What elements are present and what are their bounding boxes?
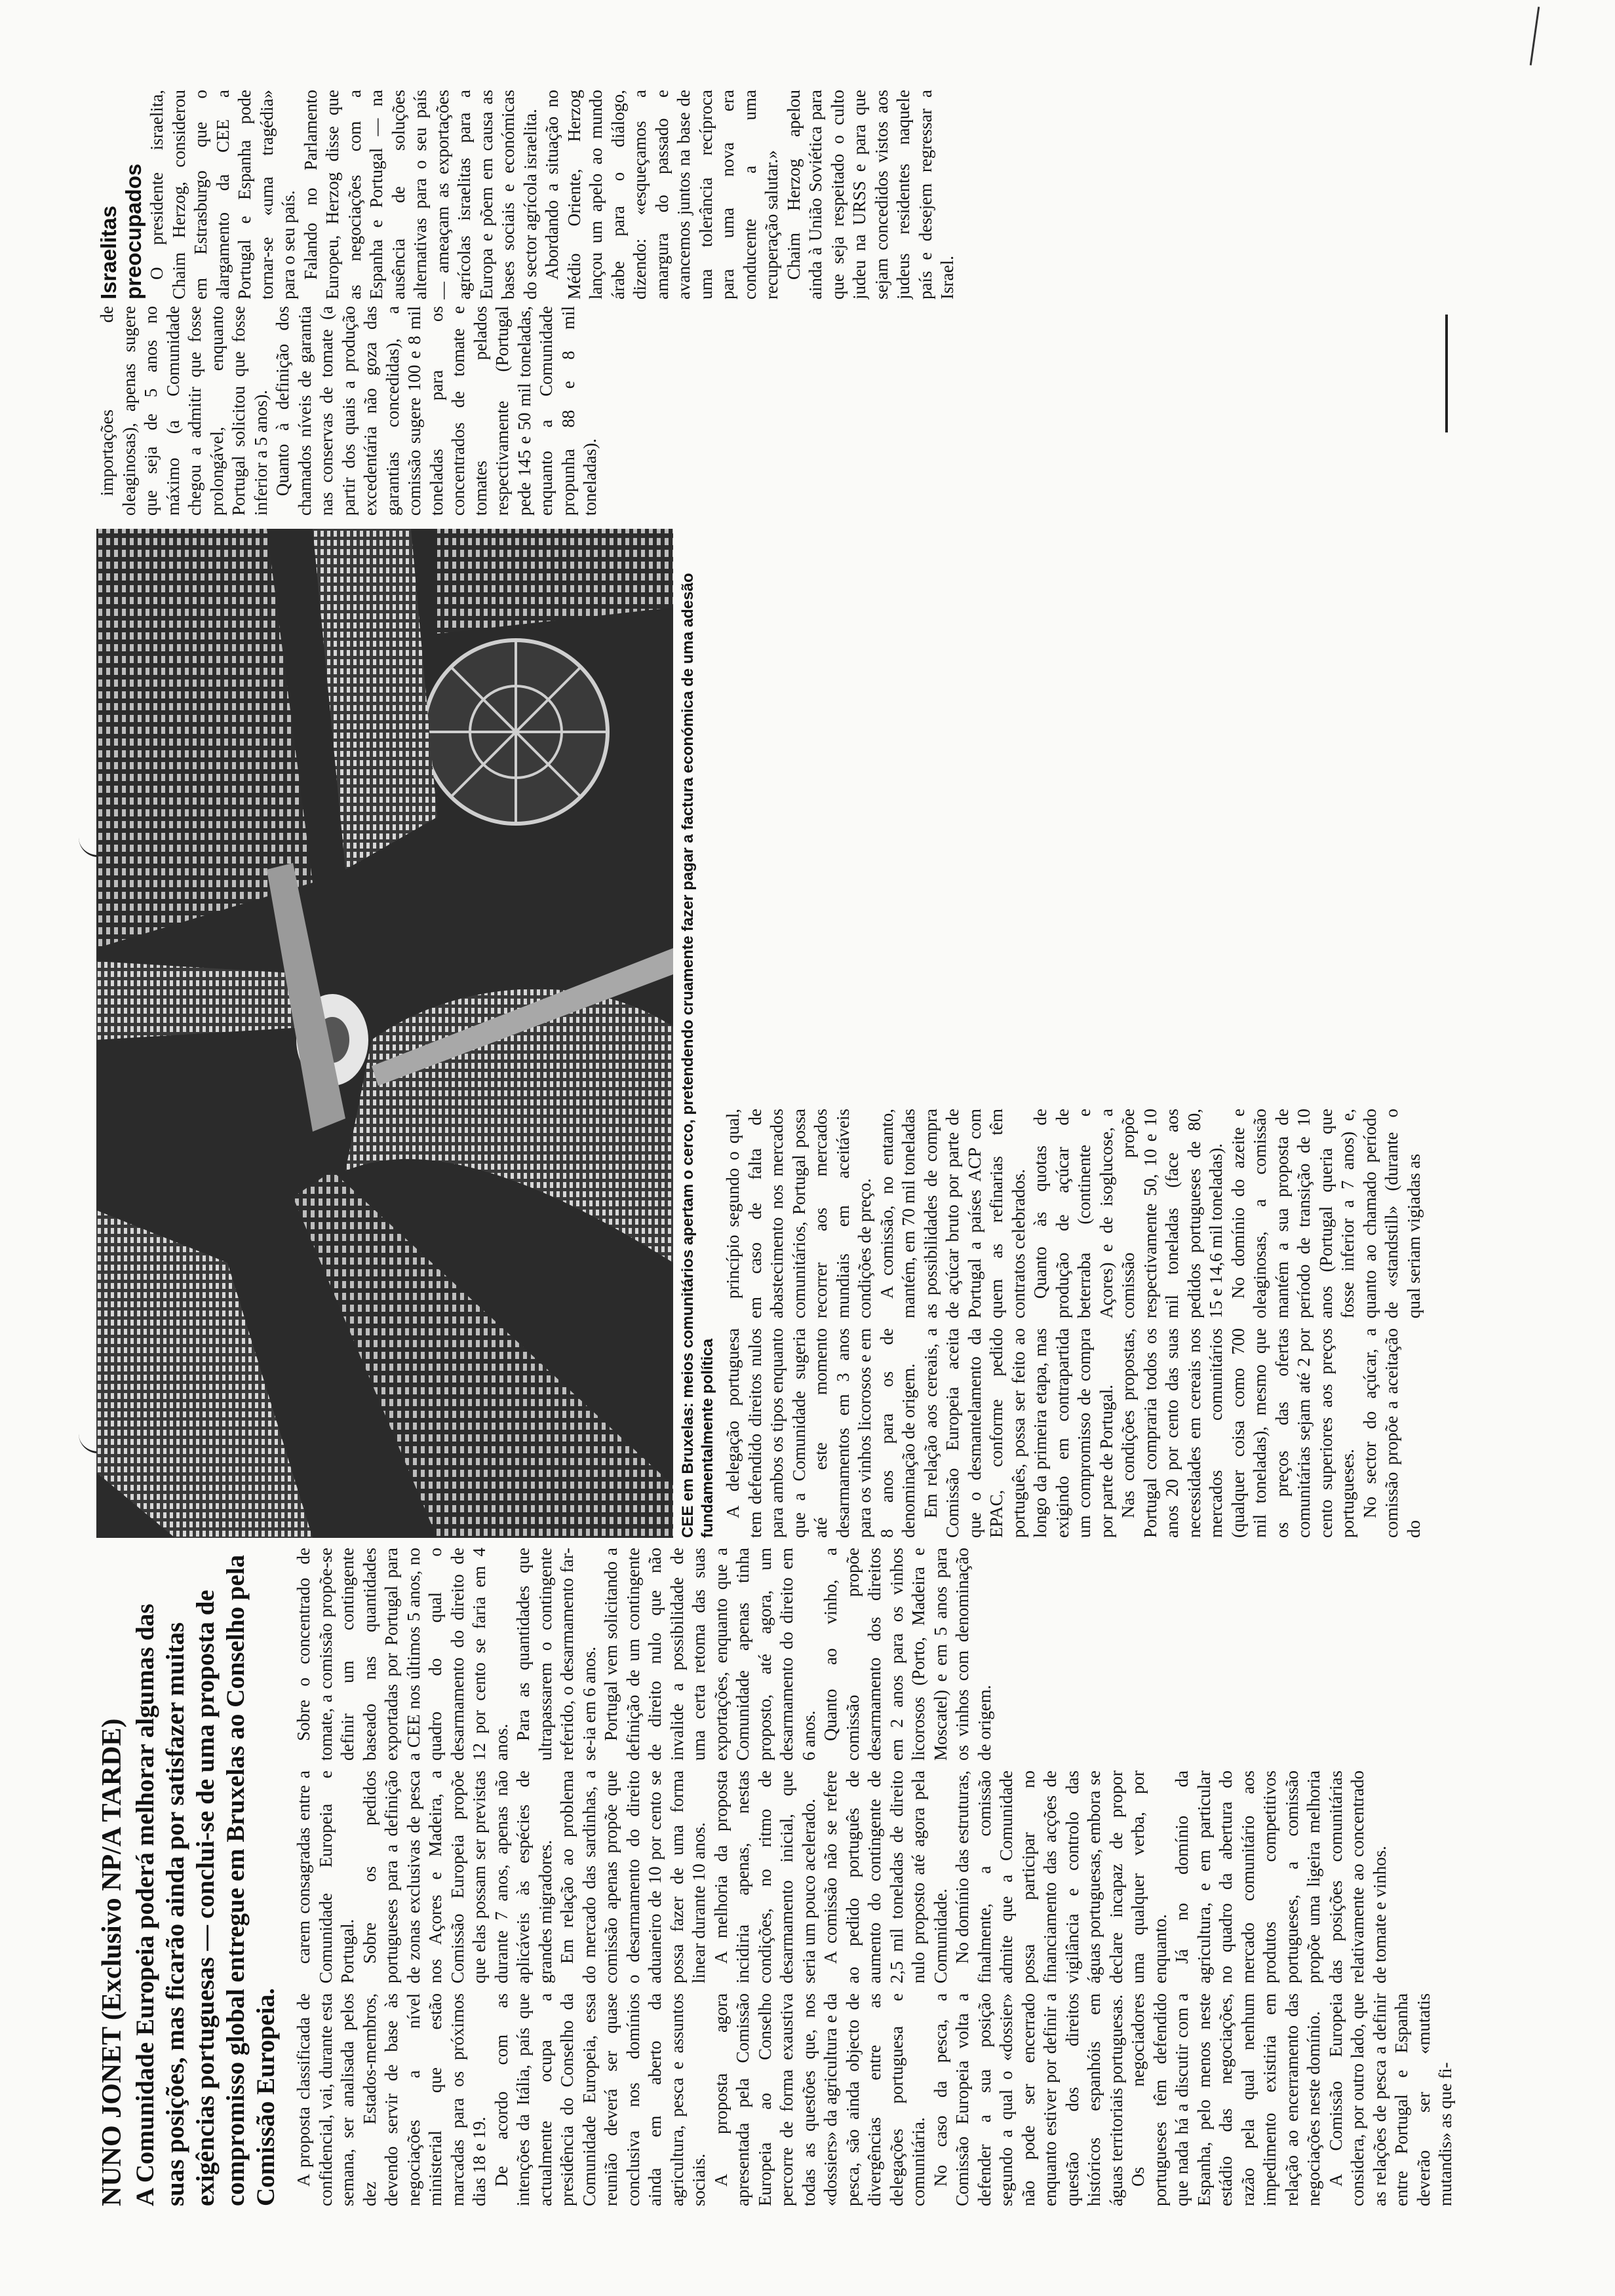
paragraph: Em relação aos cereais, a Comissão Europeia aceita que o desmantelamento da EPAC, conforme pedido português, possa ser feito ao longo da primeira etapa, mas exigindo em contrapartida um compromisso de compra por parte de Portugal. (920, 1328, 1116, 1538)
paragraph: princípio segundo o qual, em caso de falta de abastecimento nos mercados comunitários, Portugal possa recorrer aos mercados mundiais em aceitáveis condições de preço. (723, 1109, 874, 1318)
paragraph: No domínio das estruturas, finalmente, a comissão admite que a Comunidade possa participar no financiamento das acções de vigilância e controlo das águas portuguesas, embora se declare incapaz de propor uma qualquer verba, por enquanto. (952, 1770, 1170, 1983)
paragraph: A comissão não se refere ao pedido português de aumento do contingente de 2,5 mil toneladas de direito nulo proposto até agora pela Comunidade. (821, 1770, 950, 1983)
paragraph: Os negociadores portugueses têm defendido que nada há a discutir com a Espanha, pelo menos neste estádio das negociações, razão pela qual nenhum impedimento existiria em relação ao encerramento das negociações neste domínio. (1128, 1993, 1323, 2206)
aerial-photo-image (96, 529, 673, 1538)
paragraph: A proposta classificada de confidencial, vai, durante esta semana, ser analisada pelos dez Estados-membros, devendo servir de base às negociações a nível ministerial que estão marcadas para os próximos dias 18 e 19. (294, 1993, 489, 2206)
paragraph: Quanto ao vinho, a comissão propõe desarmamento dos direitos em 2 anos para os vinhos licorosos (Porto, Madeira e Moscatel) e em 5 anos para os vinhos com denominação de origem. (821, 1548, 994, 1761)
paragraph: Para as quantidades que ultrapassarem o contingente referido, o desarmamento far-se-ia em 6 anos. (513, 1548, 599, 1761)
photo-caption: CEE em Bruxelas: meios comunitários apertam o cerco, pretendendo cruamente fazer pagar a factura económica de uma adesão fundamentalmente política (679, 573, 716, 1538)
subheading: Israelitas preocupados (96, 163, 146, 299)
paragraph: A melhoria da proposta incidiria apenas, nestas condições, no ritmo de desarmamento inicial, que seria um pouco acelerado. (710, 1770, 819, 1983)
article-column-3 (293, 1548, 1519, 1761)
paragraph: Em relação ao problema do mercado das sardinhas, a comissão apenas propõe que o desarmamento do direito aduaneiro de 10 por cento se possa fazer de uma forma linear durante 10 anos. (557, 1770, 709, 1983)
article-column-5 (722, 1109, 1519, 1318)
paragraph: A comissão, no entanto, mantém, em 70 mil toneladas as possibilidades de compra de açúcar bruto por parte de Portugal a países ACP com quem as refinarias têm contratos celebrados. (876, 1109, 1028, 1318)
paragraph: No sector do açúcar, a comissão propõe a aceitação do (1359, 1328, 1424, 1538)
paragraph: carem consagradas entre a Comunidade Europeia e Portugal. (294, 1770, 357, 1983)
paragraph: Falando no Parlamento Europeu, Herzog disse que as negociações com a Espanha e Portugal — na ausência de soluções alternativas para o seu país — ameaçam as exportações agrícolas israelitas para a Europa e põem em causa as bases sociais e económicas do sector agrícola israelita. (300, 90, 540, 299)
paragraph: A delegação portuguesa tem defendido direitos nulos para ambos os tipos enquanto que a Comunidade sugeria até este momento desarmamentos em 3 anos para os vinhos licorosos e em 8 anos para os de denominação de origem. (723, 1328, 918, 1538)
paragraph: De acordo com as intenções da Itália, país que actualmente ocupa a presidência do Conselho da Comunidade Europeia, essa reunião deverá ser quase conclusiva nos domínios ainda em aberto da agricultura, pesca e assuntos sociais. (491, 1993, 709, 2206)
article-column-4 (722, 1328, 1519, 1538)
paragraph: A proposta agora apresentada pela Comissão Europeia ao Conselho percorre de forma exaustiva todas as questões que, nos «dossiers» da agricultura e da pesca, são ainda objecto de divergências entre as delegações portuguesa e comunitária. (710, 1993, 928, 2206)
paragraph: Sobre os pedidos portugueses para a definição de zonas exclusivas de pesca nos Açores e Madeira, a Comissão Europeia propõe que elas possam ser previstas durante 7 anos, apenas não aplicáveis às espécies de grandes migradores. (359, 1770, 555, 1983)
aerial-photo (96, 529, 673, 1538)
paragraph: importações de oleaginosas), apenas sugere que seja de 5 anos no máximo (a Comunidade chegou a admitir que fosse prolongável, enquanto Portugal solicitou que fosse inferior a 5 anos). (97, 306, 271, 516)
scan-mark-top (1530, 7, 1540, 66)
paragraph: No domínio do azeite e oleaginosas, a comissão mantém a sua proposta de período de transição de 10 anos (Portugal queria que fosse inferior a 7 anos) e, quanto ao chamado período de «standstill» (durante o qual seriam vigiadas as (1228, 1109, 1424, 1318)
article-column-1 (293, 1993, 1519, 2206)
byline: NUNO JONET (Exclusivo NP/A TARDE) (97, 1718, 127, 2206)
paragraph: Quanto à definição dos chamados níveis de garantia nas conservas de tomate (a partir dos quais a produção excedentária não goza das garantias concedidas), a comissão sugere 100 e 8 mil toneladas para os concentrados de tomate e tomates pelados respectivamente (Portugal pede 145 e 50 mil toneladas, enquanto a Comunidade propunha 88 e 8 mil toneladas). (273, 306, 600, 516)
paragraph: O presidente israelita, Chaim Herzog, considerou em Estrasburgo que o alargamento da CEE a Portugal e Espanha pode tornar-se «uma tragédia» para o seu país. (147, 90, 298, 299)
paragraph: Já no domínio da agricultura, e em particular no quadro da abertura do mercado comunitário aos produtos competitivos portugueses, a comissão propõe uma ligeira melhoria das posições comunitárias relativamente ao concentrado de tomate e vinhos. (1172, 1770, 1390, 1983)
paragraph: A Comissão Europeia considera, por outro lado, que as relações de pesca a definir entre Portugal e Espanha deverão ser «mutatis mutandis» as que fi- (1325, 1993, 1455, 2206)
article-column-6 (96, 306, 1519, 516)
paragraph: No caso da pesca, a Comissão Europeia volta a defender a sua posição segundo a qual o «dossier» não pode ser encerrado enquanto estiver por definir a questão dos direitos históricos espanhóis em águas territoriais portuguesas. (930, 1993, 1126, 2206)
article-column-7 (96, 90, 1519, 299)
paragraph: Portugal vem solicitando a definição de um contingente de direito nulo que não invalide a possibilidade de uma certa retoma das suas exportações, enquanto que a Comunidade apenas tinha proposto, até agora, um desarmamento do direito em 6 anos. (601, 1548, 819, 1761)
paragraph: Nas condições propostas, Portugal compraria todos os anos 20 por cento das suas necessidades em cereais nos mercados comunitários (qualquer coisa como 700 mil toneladas), mesmo que os preços das ofertas comunitárias sejam até 2 por cento superiores aos preços portugueses. (1118, 1328, 1357, 1538)
newspaper-clipping (96, 90, 1519, 2206)
paragraph: Chaim Herzog apelou ainda à União Soviética para que seja respeitado o culto judeu na URSS e para que sejam concedidos vistos aos judeus residentes naquele país e desejem regressar a Israel. (783, 90, 957, 299)
article-column-2 (293, 1770, 1519, 1983)
paragraph: Quanto às quotas de produção de açúcar de beterraba (continente e Açores) e de isoglucose, a comissão propõe respectivamente 50, 10 e 10 mil toneladas (face aos pedidos portugueses de 80, 15 e 14,6 mil toneladas). (1030, 1109, 1226, 1318)
paragraph: Sobre o concentrado de tomate, a comissão propõe-se definir um contingente baseado nas quantidades exportadas por Portugal para a CEE nos últimos 5 anos, no quadro do qual o desarmamento do direito de 12 por cento se faria em 4 anos. (294, 1548, 511, 1761)
paragraph: Abordando a situação no Médio Oriente, Herzog lançou um apelo ao mundo árabe para o diálogo, dizendo: «esqueçamos a amargura do passado e avancemos juntos na base de uma tolerância recíproca para uma nova era conducente a uma recuperação salutar.» (542, 90, 781, 299)
headline: A Comunidade Europeia poderá melhorar algumas das suas posições, mas ficarão ainda por satisfazer muitas exigências portuguesas — conclui-se de uma proposta de compromisso global entregue em Bruxelas ao Conselho pela Comissão Europeia. (131, 1554, 280, 2206)
